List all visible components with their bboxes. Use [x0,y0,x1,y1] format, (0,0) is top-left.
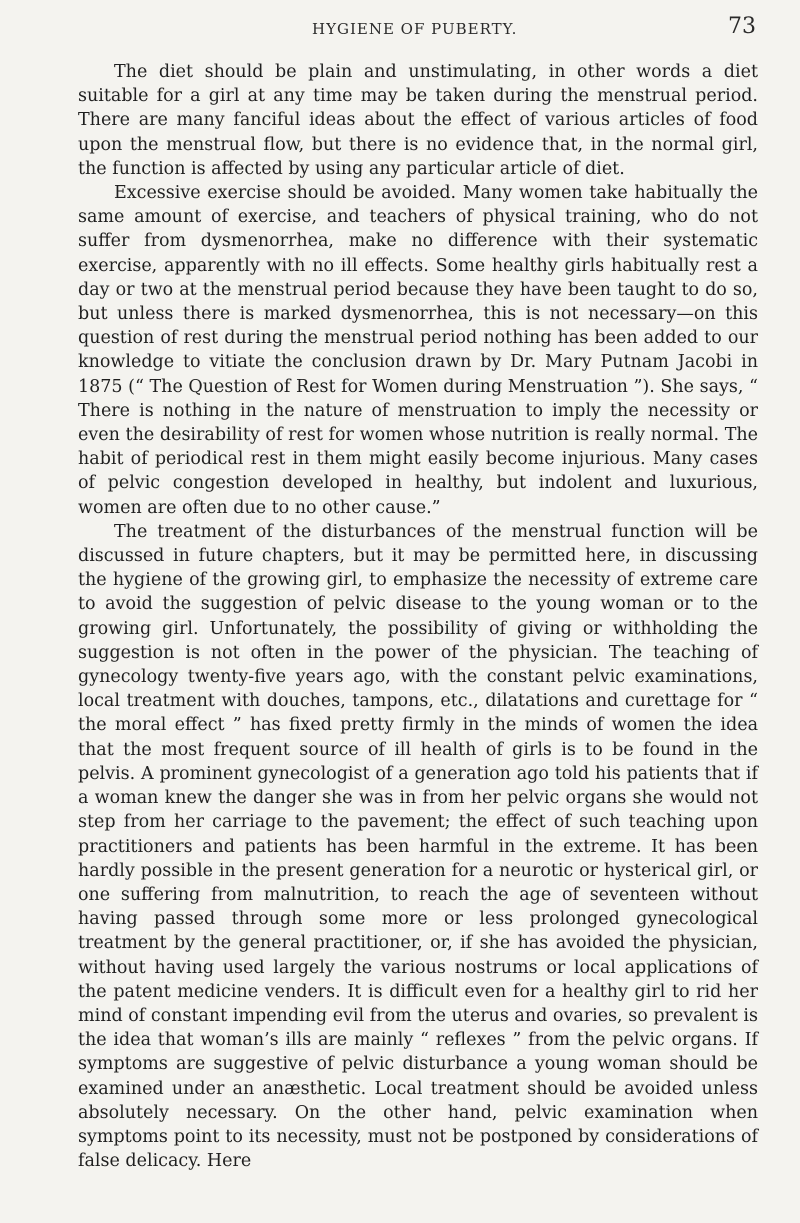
paragraph-exercise: Excessive exercise should be avoided. Many women take habitually the same amount of exercise, and teachers of physical training, who do not suffer from dysmenorrhea, make no difference with their systematic exercise, apparently with no ill effects. Some healthy girls habitually rest a day or two at the menstrual period because they have been taught to do so, but unless there is marked dysmenorrhea, this is not necessary—on this question of rest during the menstrual period nothing has been added to our knowledge to vitiate the conclusion drawn by Dr. Mary Putnam Jacobi in 1875 (“ The Question of Rest for Women during Menstruation ”). She says, “ There is nothing in the nature of menstruation to imply the necessity or even the desirability of rest for women whose nutrition is really normal. The habit of periodical rest in them might easily become injurious. Many cases of pelvic congestion developed in healthy, but indolent and luxurious, women are often due to no other cause.” [78,183,758,518]
running-head: HYGIENE OF PUBERTY. [312,20,518,38]
body-text [78,60,758,1173]
paragraph-treatment: The treatment of the disturbances of the menstrual function will be discussed in future chapters, but it may be permitted here, in discussing the hygiene of the growing girl, to emphasize the necessity of extreme care to avoid the suggestion of pelvic disease to the young woman or to the growing girl. Unfortunately, the possibility of giving or withholding the suggestion is not often in the power of the physician. The teaching of gynecology twenty-five years ago, with the constant pelvic examinations, local treatment with douches, tampons, etc., dilatations and curettage for “ the moral effect ” has fixed pretty firmly in the minds of women the idea that the most frequent source of ill health of girls is to be found in the pelvis. A prominent gynecologist of a generation ago told his patients that if a woman knew the danger she was in from her pelvic organs she would not step from her carriage to the pavement; the effect of such teaching upon practitioners and patients has been harmful in the extreme. It has been hardly possible in the present generation for a neurotic or hysterical girl, or one suffering from malnutrition, to reach the age of seventeen without having passed through some more or less prolonged gynecological treatment by the general practitioner, or, if she has avoided the physician, without having used largely the various nostrums or local applications of the patent medicine venders. It is difficult even for a healthy girl to rid her mind of constant impending evil from the uterus and ovaries, so prevalent is the idea that woman’s ills are mainly “ reflexes ” from the pelvic organs. If symptoms are suggestive of pelvic disturbance a young woman should be examined under an anæsthetic. Local treatment should be avoided unless absolutely necessary. On the other hand, pelvic examination when symptoms point to its necessity, must not be postponed by considerations of false delicacy. Here [78,521,758,1172]
paragraph-diet: The diet should be plain and unstimulating, in other words a diet suitable for a girl at any time may be taken during the menstrual period. There are many fanciful ideas about the effect of various articles of food upon the menstrual flow, but there is no evidence that, in the normal girl, the function is affected by using any particular article of diet. [78,62,758,179]
page-number: 73 [728,14,756,39]
